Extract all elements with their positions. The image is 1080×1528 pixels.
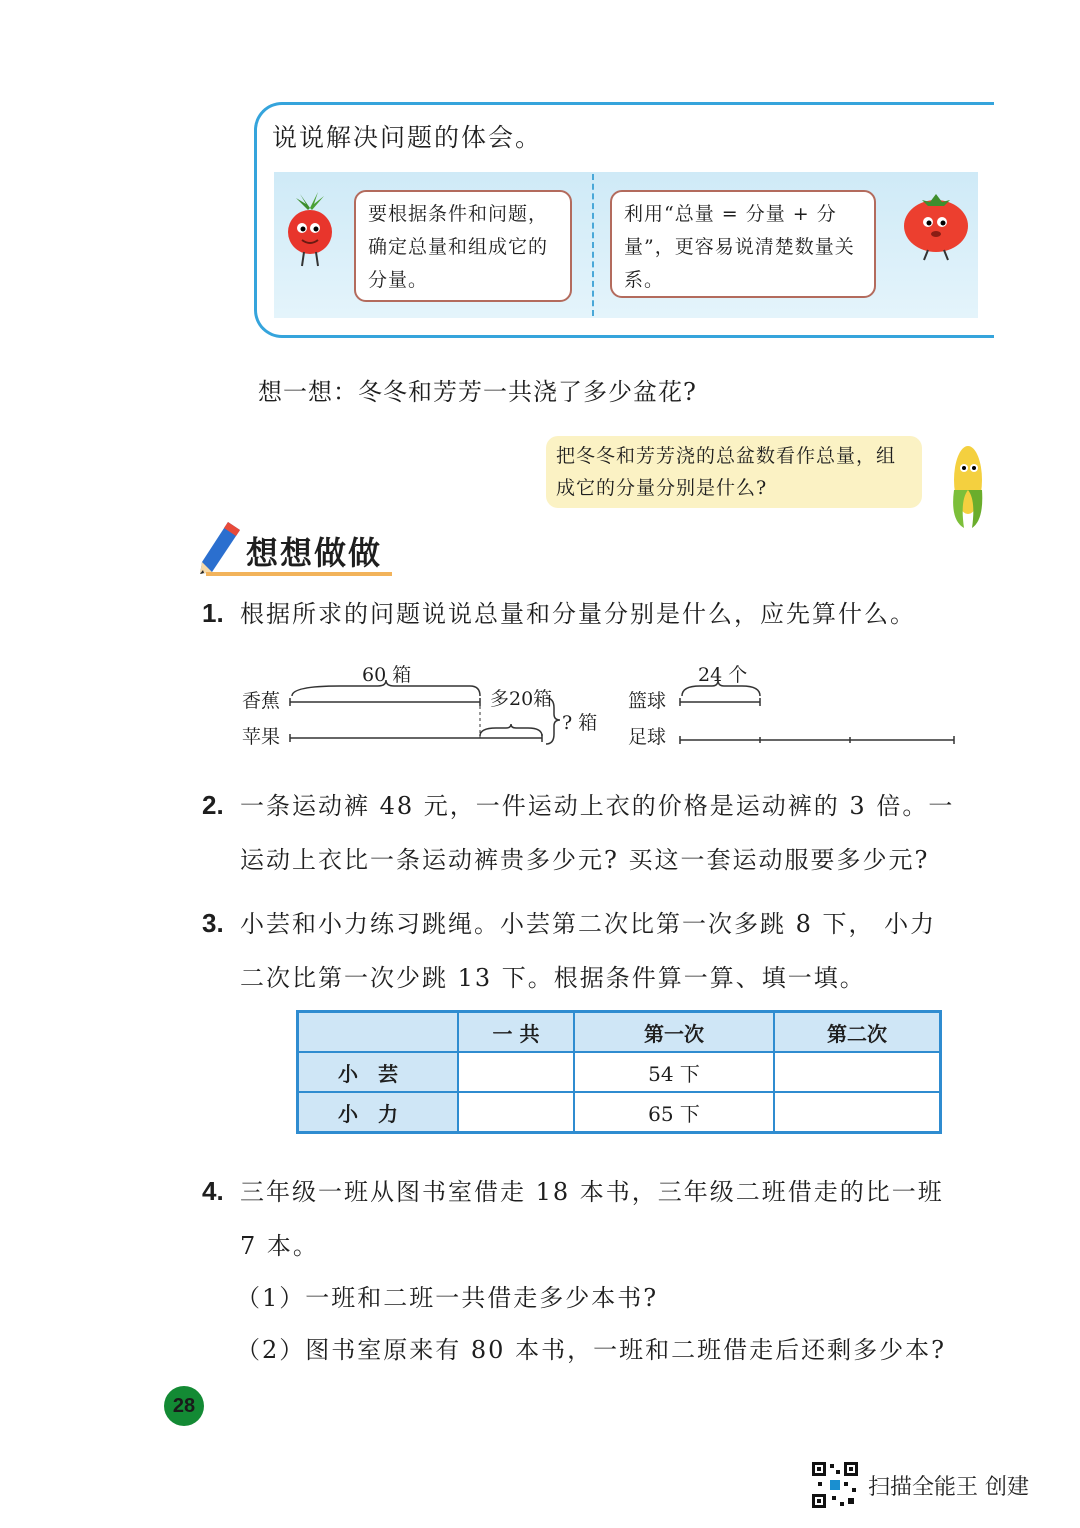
- table-header-first: 第一次: [574, 1012, 774, 1053]
- section-underline: [206, 572, 392, 576]
- discussion-divider: [592, 174, 594, 316]
- hint-box: 把冬冬和芳芳浇的总盆数看作总量，组成它的分量分别是什么?: [546, 436, 922, 508]
- table-header-corner: [298, 1012, 459, 1053]
- speech-bubble-left: 要根据条件和问题，确定总量和组成它的分量。: [354, 190, 572, 302]
- basketball-value-label: 24 个: [698, 664, 748, 686]
- radish-character-icon: [282, 190, 338, 270]
- page-number-badge: 28: [164, 1386, 204, 1426]
- pencil-icon: [198, 520, 242, 576]
- table-cell-first: 54 下: [574, 1052, 774, 1092]
- table-header-row: [298, 1012, 941, 1053]
- q4-sub2: （2）图书室原来有 80 本书，一班和二班借走后还剩多少本?: [236, 1336, 946, 1364]
- q3-number: 3.: [202, 908, 224, 938]
- q3-line1: 小芸和小力练习跳绳。小芸第二次比第一次多跳 8 下， 小力: [240, 910, 937, 938]
- q2-line1: 一条运动裤 48 元，一件运动上衣的价格是运动裤的 3 倍。一: [240, 792, 955, 820]
- basketball-label: 篮球: [628, 690, 667, 712]
- table-cell-second[interactable]: [774, 1092, 941, 1133]
- banana-apple-diagram: [280, 680, 570, 750]
- banana-value-label: 60 箱: [362, 664, 412, 686]
- table-header-second: 第二次: [774, 1012, 941, 1053]
- q4-line1: 三年级一班从图书室借走 18 本书，三年级二班借走的比一班: [240, 1178, 944, 1206]
- table-row: [298, 1092, 941, 1133]
- think-question: 想一想：冬冬和芳芳一共浇了多少盆花?: [258, 378, 697, 406]
- discussion-title: 说说解决问题的体会。: [272, 123, 543, 152]
- q1-text: 根据所求的问题说说总量和分量分别是什么，应先算什么。: [240, 600, 916, 628]
- more-label: 多20箱: [490, 688, 553, 710]
- table-header-total: 一 共: [458, 1012, 574, 1053]
- q3-line2: 二次比第一次少跳 13 下。根据条件算一算、填一填。: [240, 964, 866, 992]
- football-label: 足球: [628, 726, 667, 748]
- tomato-character-icon: [900, 192, 972, 262]
- table-row-name: 小力: [298, 1092, 459, 1133]
- table-cell-total[interactable]: [458, 1092, 574, 1133]
- total-question-label: ? 箱: [562, 712, 598, 734]
- q4-sub1: （1）一班和二班一共借走多少本书?: [236, 1284, 659, 1312]
- table-cell-first: 65 下: [574, 1092, 774, 1133]
- apple-label: 苹果: [242, 726, 281, 748]
- table-row: [298, 1052, 941, 1092]
- section-heading: 想想做做: [246, 534, 383, 572]
- table-row-name: 小芸: [298, 1052, 459, 1092]
- corn-character-icon: [950, 440, 984, 530]
- jump-rope-table: [296, 1010, 942, 1134]
- table-cell-second[interactable]: [774, 1052, 941, 1092]
- ball-diagram: [670, 680, 970, 750]
- qr-code-icon: [810, 1460, 860, 1510]
- q4-line2: 7 本。: [240, 1232, 319, 1260]
- q1-number: 1.: [202, 598, 224, 628]
- table-cell-total[interactable]: [458, 1052, 574, 1092]
- q2-line2: 运动上衣比一条运动裤贵多少元? 买这一套运动服要多少元?: [240, 846, 930, 874]
- q2-number: 2.: [202, 790, 224, 820]
- q4-number: 4.: [202, 1176, 224, 1206]
- scanner-watermark: 扫描全能王 创建: [868, 1475, 1029, 1500]
- speech-bubble-right: 利用“总量 = 分量 + 分量”，更容易说清楚数量关系。: [610, 190, 876, 298]
- banana-label: 香蕉: [242, 690, 281, 712]
